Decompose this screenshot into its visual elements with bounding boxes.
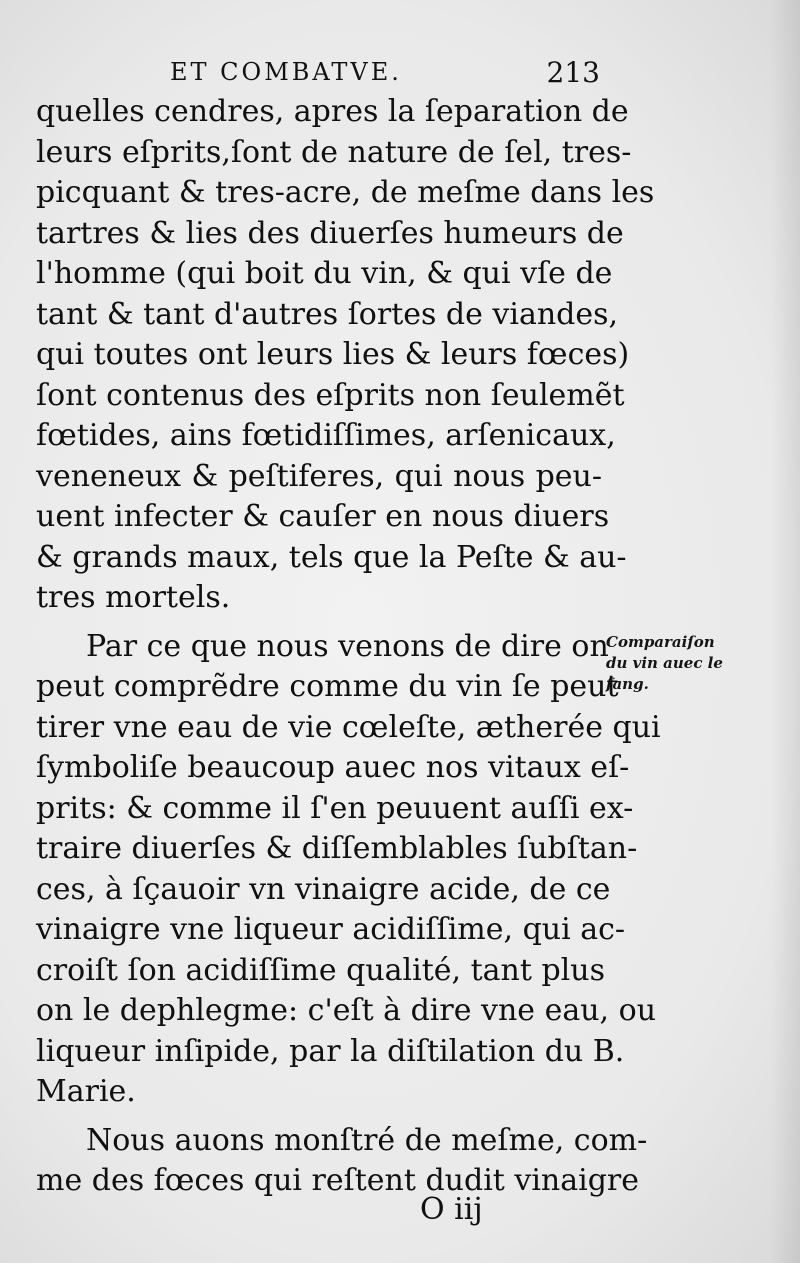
text-line: uent infecter & cauſer en nous diuers — [36, 499, 610, 534]
page-number: 213 — [546, 56, 600, 89]
text-line: Par ce que nous venons de dire on — [86, 628, 609, 664]
text-line: veneneux & peſtiferes, qui nous peu- — [36, 458, 602, 494]
text-line: on le dephlegme: c'eſt à dire vne eau, ou — [36, 993, 657, 1028]
running-title: ET COMBATVE. — [170, 58, 402, 86]
text-line: Nous auons monſtré de meſme, com- — [86, 1122, 648, 1158]
page-edge-shadow — [770, 0, 800, 1263]
text-line: liqueur inſipide, par la diſtilation du B. — [36, 1033, 625, 1069]
running-head — [170, 58, 600, 92]
text-line: Marie. — [36, 1074, 136, 1109]
text-line: ſymboliſe beaucoup auec nos vitaux eſ- — [36, 750, 630, 785]
text-line: tartres & lies des diuerſes humeurs de — [36, 215, 624, 251]
text-line: l'homme (qui boit du vin, & qui vſe de — [36, 256, 613, 291]
text-line: tres mortels. — [36, 580, 231, 615]
text-line: traire diuerſes & diſſemblables ſubſtan- — [36, 831, 638, 866]
text-line: leurs eſprits,ſont de nature de ſel, tres- — [36, 134, 632, 170]
text-line: picquant & tres-acre, de meſme dans les — [36, 175, 655, 210]
signature-mark: O iij — [420, 1192, 483, 1227]
marginal-note-line: du vin auec le — [606, 654, 723, 672]
paragraph-gap — [36, 619, 602, 627]
text-line: me des fœces qui reſtent dudit vinaigre — [36, 1163, 640, 1198]
text-line: qui toutes ont leurs lies & leurs fœces) — [36, 337, 630, 372]
marginal-note — [606, 632, 756, 695]
text-line: tirer vne eau de vie cœleſte, ætherée qui — [36, 709, 661, 745]
text-line: ſont contenus des eſprits non ſeulemẽt — [36, 377, 625, 413]
marginal-note-line: Comparaiſon — [606, 633, 715, 651]
text-line: croiſt ſon acidiſſime qualité, tant plus — [36, 952, 605, 988]
paragraph-gap — [36, 1113, 602, 1121]
text-line: prits: & comme il ſ'en peuuent auſſi ex- — [36, 790, 634, 826]
text-line: & grands maux, tels que la Peſte & au- — [36, 539, 627, 575]
text-line: vinaigre vne liqueur acidiſſime, qui ac- — [36, 912, 626, 947]
text-line: fœtides, ains fœtidiſſimes, arſenicaux, — [36, 418, 616, 453]
text-line: tant & tant d'autres ſortes de viandes, — [36, 296, 619, 332]
text-line: ces, à ſçauoir vn vinaigre acide, de ce — [36, 871, 611, 907]
text-line: quelles cendres, apres la ſeparation de — [36, 94, 629, 129]
marginal-note-line: ſang. — [606, 675, 649, 693]
text-line: peut comprẽdre comme du vin ſe peut — [36, 669, 619, 704]
